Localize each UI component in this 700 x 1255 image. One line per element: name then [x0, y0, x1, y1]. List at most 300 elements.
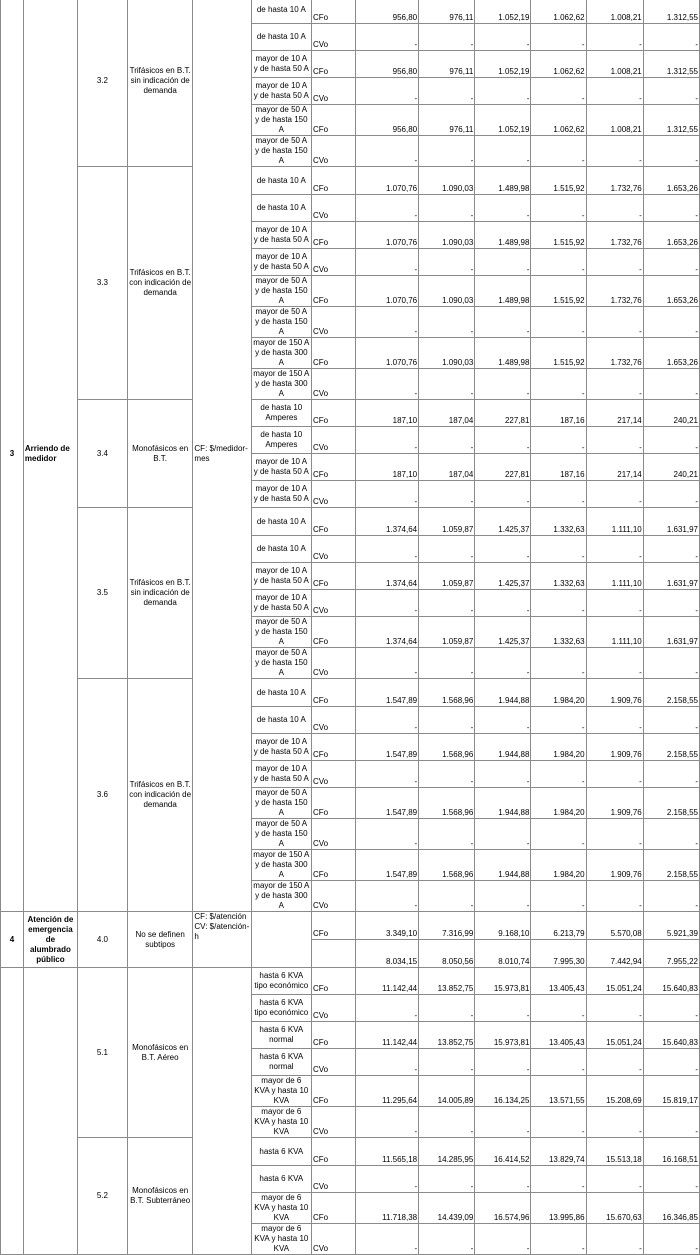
- tariff-value: -: [586, 1224, 643, 1255]
- table-row: [1, 508, 700, 536]
- tariff-value: 1.312,55: [643, 51, 699, 78]
- tariff-value: -: [531, 195, 586, 222]
- range-cell: mayor de 6 KVA y hasta 10 KVA: [251, 1193, 311, 1224]
- tariff-value: 11.718,38: [355, 1193, 418, 1224]
- tariff-value: 16.346,85: [643, 1193, 699, 1224]
- tariff-value: -: [643, 1224, 699, 1255]
- tariff-value: -: [475, 78, 531, 105]
- range-cell: mayor de 150 A y de hasta 300 A: [251, 338, 311, 369]
- charge-type: CFo: [311, 850, 355, 881]
- tariff-value: 1.732,76: [586, 222, 643, 249]
- range-cell: mayor de 6 KVA y hasta 10 KVA: [251, 1224, 311, 1255]
- tariff-value: 1.059,87: [419, 617, 475, 648]
- charge-type: CFo: [311, 51, 355, 78]
- tariff-value: 1.062,62: [531, 51, 586, 78]
- tariff-value: 1.547,89: [355, 788, 418, 819]
- tariff-value: -: [531, 1166, 586, 1193]
- tariff-value: 1.070,76: [355, 222, 418, 249]
- subtype-description: Trifásicos en B.T. sin indicación de demanda: [127, 0, 193, 167]
- tariff-value: -: [355, 195, 418, 222]
- tariff-value: -: [419, 249, 475, 276]
- range-cell: hasta 6 KVA: [251, 1138, 311, 1166]
- charge-type: CFo: [311, 338, 355, 369]
- tariff-value: -: [475, 819, 531, 850]
- tariff-value: -: [531, 136, 586, 167]
- tariff-value: -: [586, 136, 643, 167]
- section-name: Arriendo de medidor: [23, 0, 77, 912]
- table-row: [1, 968, 700, 995]
- tariff-value: -: [475, 707, 531, 734]
- subtype-code: 5.1: [77, 968, 127, 1138]
- charge-type: CVo: [311, 307, 355, 338]
- tariff-value: -: [643, 369, 699, 400]
- range-cell: hasta 6 KVA normal: [251, 1049, 311, 1076]
- table-row: [1, 912, 700, 940]
- tariff-value: -: [355, 1049, 418, 1076]
- tariff-value: 14.285,95: [419, 1138, 475, 1166]
- tariff-value: 240,21: [643, 454, 699, 481]
- tariff-value: 7.316,99: [419, 912, 475, 940]
- tariff-value: 13.852,75: [419, 968, 475, 995]
- tariff-value: 1.653,26: [643, 338, 699, 369]
- tariff-value: 1.312,55: [643, 105, 699, 136]
- tariff-value: 1.547,89: [355, 850, 418, 881]
- tariff-value: -: [355, 136, 418, 167]
- range-cell: mayor de 10 A y de hasta 50 A: [251, 454, 311, 481]
- tariff-value: -: [419, 881, 475, 912]
- subtype-code: 3.6: [77, 679, 127, 912]
- tariff-value: 1.062,62: [531, 0, 586, 24]
- tariff-value: -: [643, 707, 699, 734]
- tariff-value: 1.374,64: [355, 508, 418, 536]
- range-cell: mayor de 50 A y de hasta 150 A: [251, 307, 311, 338]
- tariff-value: 1.052,19: [475, 0, 531, 24]
- charge-type: CVo: [311, 819, 355, 850]
- range-cell: mayor de 50 A y de hasta 150 A: [251, 617, 311, 648]
- charge-type: CFo: [311, 105, 355, 136]
- tariff-value: 1.489,98: [475, 276, 531, 307]
- tariff-value: -: [355, 536, 418, 563]
- range-cell: mayor de 150 A y de hasta 300 A: [251, 881, 311, 912]
- charge-type: CVo: [311, 136, 355, 167]
- section-name: [23, 968, 77, 1255]
- tariff-value: -: [586, 369, 643, 400]
- tariff-value: -: [355, 481, 418, 508]
- subtype-code: 5.2: [77, 1138, 127, 1255]
- range-cell: mayor de 10 A y de hasta 50 A: [251, 563, 311, 590]
- range-cell: de hasta 10 Amperes: [251, 427, 311, 454]
- tariff-value: -: [586, 995, 643, 1022]
- subtype-description: Monofásicos en B.T. Aéreo: [127, 968, 193, 1138]
- tariff-value: -: [643, 24, 699, 51]
- tariff-value: -: [643, 249, 699, 276]
- range-cell: hasta 6 KVA tipo económico: [251, 995, 311, 1022]
- range-cell: de hasta 10 A: [251, 508, 311, 536]
- tariff-value: -: [419, 1166, 475, 1193]
- tariff-value: 1.111,10: [586, 617, 643, 648]
- tariff-value: 217,14: [586, 400, 643, 427]
- range-cell: hasta 6 KVA: [251, 1166, 311, 1193]
- table-row: [1, 400, 700, 427]
- tariff-value: 1.515,92: [531, 167, 586, 195]
- tariff-value: 1.984,20: [531, 734, 586, 761]
- charge-type: CVo: [311, 78, 355, 105]
- range-cell: de hasta 10 A: [251, 167, 311, 195]
- range-cell: mayor de 10 A y de hasta 50 A: [251, 51, 311, 78]
- tariff-value: -: [419, 481, 475, 508]
- tariff-value: -: [355, 1166, 418, 1193]
- charge-type: CFo: [311, 454, 355, 481]
- tariff-value: -: [355, 1224, 418, 1255]
- tariff-value: 1.008,21: [586, 0, 643, 24]
- tariff-value: -: [586, 24, 643, 51]
- tariff-value: 1.631,97: [643, 563, 699, 590]
- tariff-value: -: [586, 881, 643, 912]
- range-cell: de hasta 10 A: [251, 536, 311, 563]
- tariff-value: -: [475, 1049, 531, 1076]
- tariff-value: 976,11: [419, 51, 475, 78]
- tariff-value: 15.640,83: [643, 1022, 699, 1049]
- tariff-value: 16.134,25: [475, 1076, 531, 1107]
- tariff-value: -: [419, 590, 475, 617]
- tariff-value: 1.944,88: [475, 850, 531, 881]
- subtype-code: 3.4: [77, 400, 127, 508]
- tariff-value: -: [419, 1224, 475, 1255]
- unit-label: [193, 968, 251, 1255]
- tariff-value: 11.142,44: [355, 1022, 418, 1049]
- tariff-value: -: [419, 761, 475, 788]
- tariff-value: 956,80: [355, 105, 418, 136]
- tariff-value: 2.158,55: [643, 850, 699, 881]
- tariff-value: -: [475, 24, 531, 51]
- tariff-value: 1.984,20: [531, 788, 586, 819]
- tariff-value: -: [355, 307, 418, 338]
- tariff-value: 1.909,76: [586, 850, 643, 881]
- subtype-code: 3.2: [77, 0, 127, 167]
- tariff-value: 1.984,20: [531, 679, 586, 707]
- tariff-value: -: [355, 78, 418, 105]
- tariff-table-body: [1, 0, 700, 1255]
- tariff-value: 1.568,96: [419, 850, 475, 881]
- tariff-value: 1.568,96: [419, 788, 475, 819]
- tariff-value: -: [643, 1166, 699, 1193]
- tariff-value: 1.515,92: [531, 338, 586, 369]
- tariff-value: -: [419, 1049, 475, 1076]
- tariff-value: 3.349,10: [355, 912, 418, 940]
- tariff-value: -: [355, 761, 418, 788]
- tariff-value: 8.050,56: [419, 940, 475, 968]
- range-cell: mayor de 50 A y de hasta 150 A: [251, 105, 311, 136]
- tariff-value: -: [643, 195, 699, 222]
- tariff-value: 7.955,22: [643, 940, 699, 968]
- subtype-code: 3.3: [77, 167, 127, 400]
- tariff-value: -: [355, 819, 418, 850]
- range-cell: mayor de 50 A y de hasta 150 A: [251, 648, 311, 679]
- range-cell: de hasta 10 A: [251, 195, 311, 222]
- charge-type: CFo: [311, 1193, 355, 1224]
- tariff-value: 14.005,89: [419, 1076, 475, 1107]
- tariff-value: 1.425,37: [475, 508, 531, 536]
- tariff-value: 187,16: [531, 454, 586, 481]
- charge-type: CFo: [311, 563, 355, 590]
- tariff-value: 13.995,86: [531, 1193, 586, 1224]
- tariff-value: -: [586, 195, 643, 222]
- section-number: [1, 968, 24, 1255]
- tariff-value: -: [419, 648, 475, 679]
- tariff-value: 1.732,76: [586, 276, 643, 307]
- charge-type: CVo: [311, 648, 355, 679]
- tariff-value: -: [475, 1166, 531, 1193]
- tariff-value: 1.489,98: [475, 222, 531, 249]
- tariff-value: -: [531, 78, 586, 105]
- range-cell: mayor de 10 A y de hasta 50 A: [251, 590, 311, 617]
- range-cell: [251, 912, 311, 968]
- charge-type: CVo: [311, 707, 355, 734]
- tariff-value: 1.374,64: [355, 563, 418, 590]
- tariff-value: 11.565,18: [355, 1138, 418, 1166]
- unit-label: CF: $/medidor-mes: [193, 0, 251, 912]
- tariff-value: -: [475, 1224, 531, 1255]
- charge-type: CFo: [311, 734, 355, 761]
- range-cell: mayor de 10 A y de hasta 50 A: [251, 249, 311, 276]
- tariff-value: 1.059,87: [419, 508, 475, 536]
- tariff-value: 1.052,19: [475, 105, 531, 136]
- tariff-value: -: [531, 1049, 586, 1076]
- tariff-value: 1.944,88: [475, 679, 531, 707]
- charge-type: CVo: [311, 1049, 355, 1076]
- tariff-value: -: [643, 136, 699, 167]
- tariff-value: -: [643, 427, 699, 454]
- tariff-value: 187,04: [419, 454, 475, 481]
- range-cell: mayor de 10 A y de hasta 50 A: [251, 78, 311, 105]
- tariff-value: -: [475, 307, 531, 338]
- tariff-value: 1.489,98: [475, 167, 531, 195]
- tariff-value: 13.571,55: [531, 1076, 586, 1107]
- charge-type: CFo: [311, 679, 355, 707]
- tariff-value: -: [475, 648, 531, 679]
- tariff-value: 1.547,89: [355, 734, 418, 761]
- charge-type: CVo: [311, 195, 355, 222]
- tariff-value: -: [586, 1166, 643, 1193]
- tariff-value: 1.090,03: [419, 222, 475, 249]
- tariff-value: -: [355, 1107, 418, 1138]
- tariff-value: 956,80: [355, 51, 418, 78]
- tariff-value: 1.070,76: [355, 338, 418, 369]
- tariff-value: 1.332,63: [531, 563, 586, 590]
- tariff-value: 1.568,96: [419, 734, 475, 761]
- tariff-value: -: [475, 481, 531, 508]
- range-cell: mayor de 50 A y de hasta 150 A: [251, 819, 311, 850]
- tariff-value: -: [643, 648, 699, 679]
- tariff-value: 187,10: [355, 454, 418, 481]
- tariff-value: 8.034,15: [355, 940, 418, 968]
- tariff-value: 14.439,09: [419, 1193, 475, 1224]
- tariff-value: -: [531, 427, 586, 454]
- tariff-value: -: [419, 707, 475, 734]
- charge-type: CFo: [311, 167, 355, 195]
- charge-type: CVo: [311, 249, 355, 276]
- tariff-value: 1.111,10: [586, 508, 643, 536]
- tariff-value: 15.051,24: [586, 968, 643, 995]
- tariff-value: -: [586, 536, 643, 563]
- tariff-value: 13.852,75: [419, 1022, 475, 1049]
- tariff-value: 1.111,10: [586, 563, 643, 590]
- charge-type: CFo: [311, 222, 355, 249]
- section-name: Atención de emergencia de alumbrado público: [23, 912, 77, 968]
- tariff-value: -: [475, 136, 531, 167]
- charge-type: CVo: [311, 761, 355, 788]
- subtype-description: Monofásicos en B.T.: [127, 400, 193, 508]
- range-cell: mayor de 50 A y de hasta 150 A: [251, 276, 311, 307]
- range-cell: de hasta 10 A: [251, 24, 311, 51]
- tariff-value: 16.168,51: [643, 1138, 699, 1166]
- tariff-value: 1.547,89: [355, 679, 418, 707]
- tariff-value: 1.653,26: [643, 167, 699, 195]
- subtype-code: 3.5: [77, 508, 127, 679]
- tariff-value: -: [475, 536, 531, 563]
- tariff-value: -: [419, 78, 475, 105]
- unit-label: CF: $/atención CV: $/atención-h: [193, 912, 251, 968]
- tariff-value: 11.295,64: [355, 1076, 418, 1107]
- tariff-value: 16.574,96: [475, 1193, 531, 1224]
- tariff-value: 1.374,64: [355, 617, 418, 648]
- tariff-value: -: [531, 369, 586, 400]
- tariff-value: -: [643, 481, 699, 508]
- tariff-value: 1.425,37: [475, 617, 531, 648]
- tariff-value: 1.909,76: [586, 679, 643, 707]
- tariff-value: 1.059,87: [419, 563, 475, 590]
- tariff-value: -: [475, 195, 531, 222]
- charge-type: CFo: [311, 400, 355, 427]
- tariff-value: -: [531, 536, 586, 563]
- tariff-value: -: [355, 881, 418, 912]
- charge-type: CFo: [311, 968, 355, 995]
- charge-type: CVo: [311, 24, 355, 51]
- tariff-value: -: [355, 427, 418, 454]
- charge-type: CVo: [311, 1107, 355, 1138]
- range-cell: hasta 6 KVA normal: [251, 1022, 311, 1049]
- range-cell: mayor de 10 A y de hasta 50 A: [251, 222, 311, 249]
- charge-type: CVo: [311, 481, 355, 508]
- tariff-value: -: [531, 481, 586, 508]
- tariff-value: -: [475, 369, 531, 400]
- tariff-value: 13.829,74: [531, 1138, 586, 1166]
- subtype-description: Trifásicos en B.T. con indicación de demanda: [127, 167, 193, 400]
- tariff-value: -: [355, 995, 418, 1022]
- tariff-value: -: [586, 481, 643, 508]
- tariff-value: -: [586, 427, 643, 454]
- tariff-value: 187,10: [355, 400, 418, 427]
- tariff-value: 15.513,18: [586, 1138, 643, 1166]
- tariff-value: -: [586, 1107, 643, 1138]
- tariff-value: -: [586, 648, 643, 679]
- tariff-value: -: [531, 590, 586, 617]
- tariff-value: 1.631,97: [643, 617, 699, 648]
- tariff-value: -: [531, 24, 586, 51]
- tariff-value: 1.515,92: [531, 276, 586, 307]
- tariff-value: 15.973,81: [475, 968, 531, 995]
- tariff-value: 7.995,30: [531, 940, 586, 968]
- tariff-value: -: [419, 369, 475, 400]
- subtype-description: No se definen subtipos: [127, 912, 193, 968]
- tariff-value: 1.332,63: [531, 617, 586, 648]
- subtype-description: Trifásicos en B.T. con indicación de demanda: [127, 679, 193, 912]
- tariff-value: -: [643, 819, 699, 850]
- tariff-value: -: [531, 995, 586, 1022]
- tariff-value: 13.405,43: [531, 968, 586, 995]
- tariff-value: 1.732,76: [586, 338, 643, 369]
- tariff-value: -: [475, 995, 531, 1022]
- tariff-value: -: [586, 590, 643, 617]
- table-row: [1, 679, 700, 707]
- tariff-value: -: [531, 648, 586, 679]
- tariff-value: -: [531, 881, 586, 912]
- tariff-value: 9.168,10: [475, 912, 531, 940]
- tariff-value: -: [531, 249, 586, 276]
- tariff-value: 15.973,81: [475, 1022, 531, 1049]
- tariff-value: -: [475, 590, 531, 617]
- tariff-value: 1.008,21: [586, 51, 643, 78]
- tariff-value: -: [586, 78, 643, 105]
- range-cell: mayor de 150 A y de hasta 300 A: [251, 369, 311, 400]
- tariff-value: 187,16: [531, 400, 586, 427]
- tariff-value: 15.640,83: [643, 968, 699, 995]
- tariff-value: -: [643, 536, 699, 563]
- range-cell: mayor de 10 A y de hasta 50 A: [251, 734, 311, 761]
- tariff-value: -: [419, 307, 475, 338]
- range-cell: de hasta 10 A: [251, 0, 311, 24]
- charge-type: CFo: [311, 276, 355, 307]
- section-number: 3: [1, 0, 24, 912]
- tariff-value: 2.158,55: [643, 788, 699, 819]
- subtype-description: Monofásicos en B.T. Subterráneo: [127, 1138, 193, 1255]
- table-row: [1, 0, 700, 24]
- tariff-value: -: [586, 307, 643, 338]
- tariff-value: -: [419, 1107, 475, 1138]
- tariff-value: 1.944,88: [475, 788, 531, 819]
- tariff-value: 2.158,55: [643, 679, 699, 707]
- tariff-value: 1.332,63: [531, 508, 586, 536]
- tariff-value: 5.570,08: [586, 912, 643, 940]
- tariff-value: -: [643, 590, 699, 617]
- tariff-value: -: [475, 249, 531, 276]
- tariff-value: 1.425,37: [475, 563, 531, 590]
- tariff-value: 1.312,55: [643, 0, 699, 24]
- tariff-value: -: [419, 24, 475, 51]
- tariff-value: -: [586, 249, 643, 276]
- tariff-value: -: [355, 369, 418, 400]
- charge-type: CVo: [311, 369, 355, 400]
- table-row: [1, 167, 700, 195]
- tariff-value: 5.921,39: [643, 912, 699, 940]
- tariff-value: 1.070,76: [355, 167, 418, 195]
- tariff-value: -: [419, 819, 475, 850]
- tariff-value: -: [355, 648, 418, 679]
- charge-type: CFo: [311, 788, 355, 819]
- range-cell: de hasta 10 Amperes: [251, 400, 311, 427]
- tariff-value: 1.653,26: [643, 222, 699, 249]
- tariff-value: 1.944,88: [475, 734, 531, 761]
- tariff-value: -: [643, 1049, 699, 1076]
- section-number: 4: [1, 912, 24, 968]
- tariff-value: 1.052,19: [475, 51, 531, 78]
- range-cell: mayor de 50 A y de hasta 150 A: [251, 788, 311, 819]
- tariff-value: 7.442,94: [586, 940, 643, 968]
- tariff-value: 227,81: [475, 400, 531, 427]
- tariff-value: 8.010,74: [475, 940, 531, 968]
- tariff-value: 1.515,92: [531, 222, 586, 249]
- charge-type: CFo: [311, 912, 355, 940]
